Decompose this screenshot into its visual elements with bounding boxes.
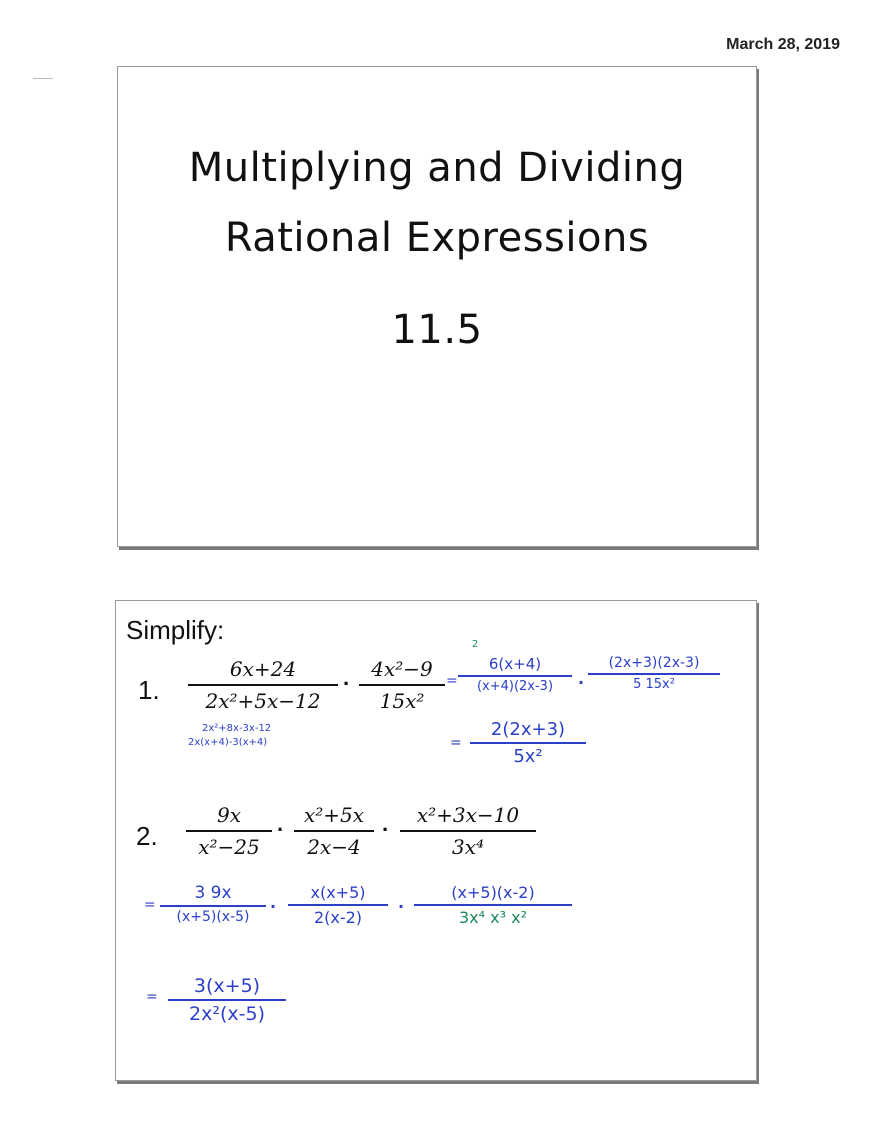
p1-hw-step1b-den: 5 15x² (633, 676, 675, 692)
p1-hw-dot: · (578, 673, 585, 692)
p2-f3-denominator: 3x⁴ (451, 834, 485, 859)
p2-f1-numerator: 9x (216, 803, 241, 827)
p2-hw-dot2: · (398, 897, 405, 916)
p1-hw-equals2: = (450, 735, 462, 751)
problem1-fraction1 (188, 657, 338, 713)
page-date: March 28, 2019 (726, 36, 840, 53)
p2-hw-frac-a (160, 883, 266, 925)
p2-f2-bar (294, 830, 374, 832)
p2-f2-numerator: x²+5x (303, 803, 365, 827)
p2-hw-c-num: (x+5)(x-2) (451, 883, 535, 902)
p1-hw-result-bar (470, 742, 586, 744)
p2-hw-dot1: · (270, 897, 277, 916)
p1-factor-note2: 2x(x+4)-3(x+4) (188, 737, 268, 748)
p2-hw-b-num: x(x+5) (310, 883, 366, 902)
problem2-fraction2 (294, 803, 374, 859)
p2-hw-equals1: = (144, 897, 156, 913)
problem2-fraction1 (186, 803, 272, 859)
p1-factor-note1: 2x²+8x-3x-12 (202, 723, 272, 734)
p1-f2-bar (359, 684, 445, 686)
title-slide (117, 66, 757, 547)
p2-hw-result-num: 3(x+5) (193, 975, 261, 997)
slide-title-line2: Rational Expressions (224, 215, 650, 261)
p1-hw-equals1: = (446, 673, 458, 689)
p2-hw-a-num: 3 9x (194, 883, 232, 903)
p1-hw-step1a-den: (x+4)(2x-3) (476, 678, 554, 694)
p1-hw-step1a (458, 655, 572, 694)
p2-hw-result-bar (168, 999, 286, 1001)
p2-hw-equals2: = (146, 989, 158, 1005)
p2-dot1: · (277, 817, 285, 842)
p2-hw-frac-b (288, 883, 388, 927)
p2-dot2: · (382, 817, 390, 842)
p2-hw-result (168, 975, 286, 1025)
p1-f1-numerator: 6x+24 (229, 657, 297, 681)
slide-title-line1: Multiplying and Dividing (188, 145, 686, 191)
problem2-number: 2. (136, 821, 158, 851)
p2-hw-a-den: (x+5)(x-5) (176, 908, 250, 925)
simplify-slide (115, 600, 757, 1081)
scan-mark (33, 78, 53, 79)
p2-f3-bar (400, 830, 536, 832)
problem1-fraction2 (359, 657, 445, 713)
p2-f2-denominator: 2x−4 (307, 834, 361, 859)
section-number: 11.5 (391, 307, 483, 353)
p1-hw-step1a-bar (458, 675, 572, 677)
problem1-number: 1. (138, 675, 160, 705)
p1-hw-step1a-num: 6(x+4) (488, 655, 542, 673)
p1-hw-step1b (588, 655, 720, 692)
p2-hw-result-den: 2x²(x-5) (189, 1002, 265, 1025)
p2-hw-b-den: 2(x-2) (313, 907, 363, 927)
p1-hw-cancel-mark: 2 (472, 639, 479, 650)
p1-f1-denominator: 2x²+5x−12 (205, 688, 321, 713)
p2-f3-numerator: x²+3x−10 (416, 803, 520, 827)
p2-hw-b-bar (288, 904, 388, 906)
p1-hw-step1b-bar (588, 673, 720, 675)
p2-hw-c-den: 3x⁴ x³ x² (459, 907, 527, 927)
p1-f1-bar (188, 684, 338, 686)
problem2-fraction3 (400, 803, 536, 859)
p2-hw-frac-c (414, 883, 572, 927)
p2-hw-a-bar (160, 905, 266, 907)
simplify-heading: Simplify: (126, 615, 225, 645)
p1-hw-result (470, 719, 586, 767)
p1-hw-step1b-num: (2x+3)(2x-3) (608, 655, 700, 671)
p1-dot: · (343, 671, 351, 696)
p1-f2-denominator: 15x² (379, 688, 425, 713)
p2-f1-denominator: x²−25 (198, 834, 260, 859)
p2-hw-c-bar (414, 904, 572, 906)
p1-hw-result-num: 2(2x+3) (490, 719, 566, 740)
p1-f2-numerator: 4x²−9 (371, 657, 433, 681)
p1-hw-result-den: 5x² (513, 745, 543, 767)
p2-f1-bar (186, 830, 272, 832)
